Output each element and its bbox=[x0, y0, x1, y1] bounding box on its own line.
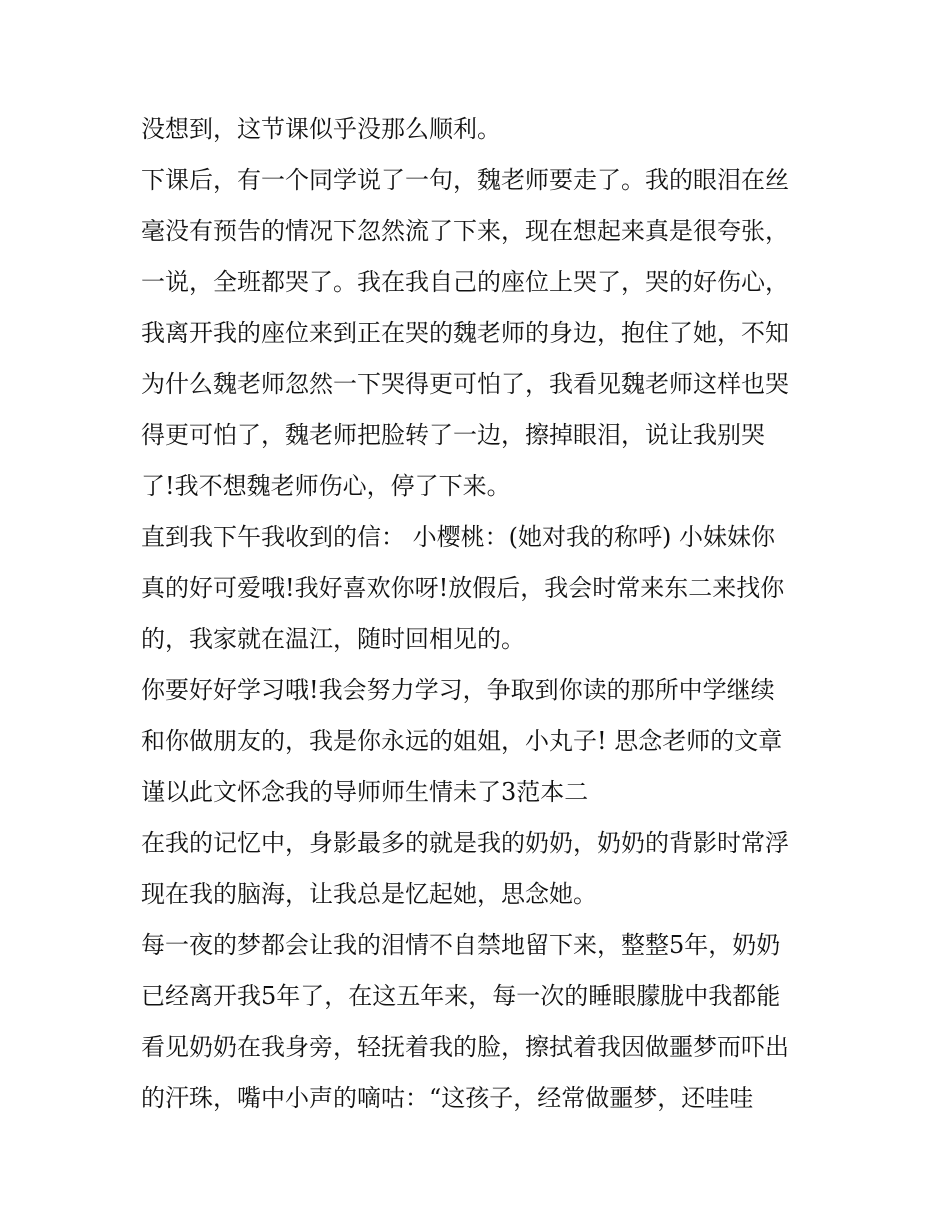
text-line: 为什么魏老师忽然一下哭得更可怕了，我看见魏老师这样也哭 bbox=[141, 370, 789, 398]
text-line: 没想到，这节课似乎没那么顺利。 bbox=[141, 115, 501, 143]
text-line: 每一夜的梦都会让我的泪情不自禁地留下来，整整5年，奶奶 bbox=[141, 931, 781, 959]
text-line: 我离开我的座位来到正在哭的魏老师的身边，抱住了她，不知 bbox=[141, 319, 789, 347]
document-body bbox=[141, 104, 821, 1124]
text-line: 了!我不想魏老师伤心，停了下来。 bbox=[141, 472, 511, 500]
text-line: 你要好好学习哦!我会努力学习，争取到你读的那所中学继续 bbox=[141, 676, 775, 704]
text-line: 毫没有预告的情况下忽然流了下来，现在想起来真是很夸张， bbox=[141, 217, 789, 245]
text-line: 看见奶奶在我身旁，轻抚着我的脸，擦拭着我因做噩梦而吓出 bbox=[141, 1033, 789, 1061]
text-line: 的，我家就在温江，随时回相见的。 bbox=[141, 625, 525, 653]
text-line: 下课后，有一个同学说了一句，魏老师要走了。我的眼泪在丝 bbox=[141, 166, 789, 194]
text-line: 真的好可爱哦!我好喜欢你呀!放假后，我会时常来东二来找你 bbox=[141, 574, 785, 602]
text-line: 已经离开我5年了，在这五年来，每一次的睡眼朦胧中我都能 bbox=[141, 982, 781, 1010]
text-line: 一说，全班都哭了。我在我自己的座位上哭了，哭的好伤心， bbox=[141, 268, 789, 296]
text-line: 在我的记忆中，身影最多的就是我的奶奶，奶奶的背影时常浮 bbox=[141, 829, 789, 857]
text-line: 现在我的脑海，让我总是忆起她，思念她。 bbox=[141, 880, 597, 908]
text-line: 的汗珠，嘴中小声的嘀咕：“这孩子，经常做噩梦，还哇哇 bbox=[141, 1084, 754, 1112]
text-line: 直到我下午我收到的信： 小樱桃：(她对我的称呼) 小妹妹你 bbox=[141, 523, 775, 551]
text-line: 得更可怕了，魏老师把脸转了一边，擦掉眼泪，说让我别哭 bbox=[141, 421, 765, 449]
text-line: 谨以此文怀念我的导师师生情未了3范本二 bbox=[141, 778, 589, 806]
text-line: 和你做朋友的，我是你永远的姐姐，小丸子! 思念老师的文章 bbox=[141, 727, 783, 755]
